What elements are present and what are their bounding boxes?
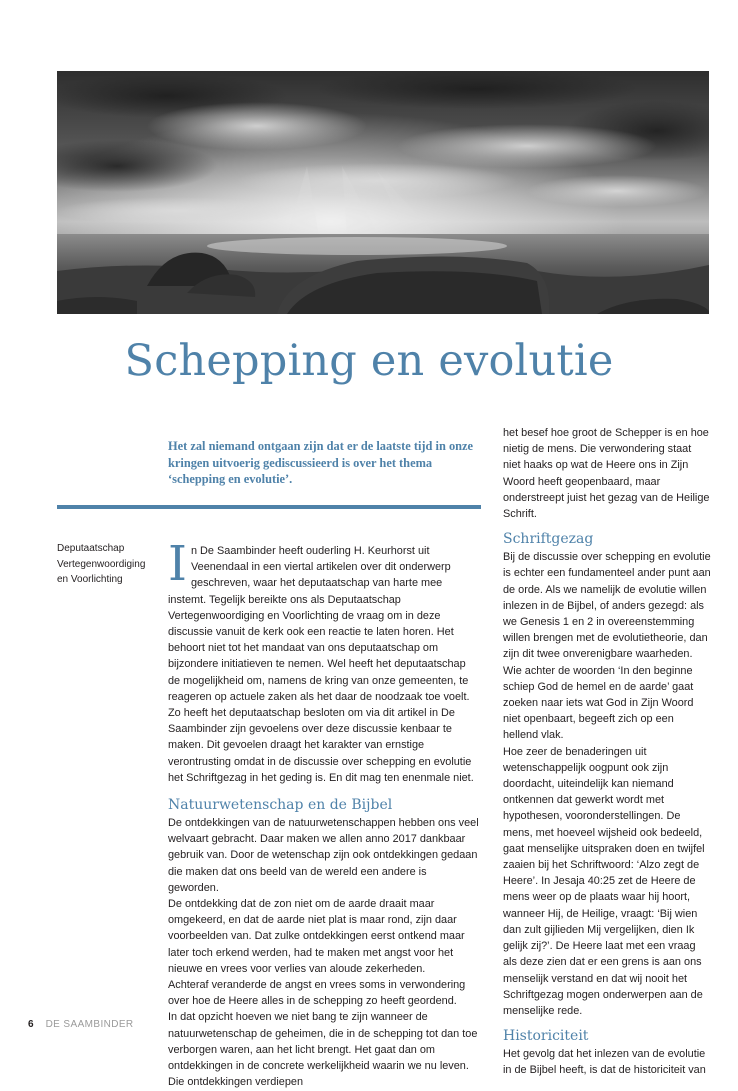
page-footer — [28, 1018, 134, 1032]
hero-photo-sea-clouds — [57, 71, 709, 314]
section-heading-schriftgezag: Schriftgezag — [503, 531, 594, 548]
article-lede: Het zal niemand ontgaan zijn dat er de laatste tijd in onze kringen uitvoerig gediscussieerd is over het thema ‘schepping en evolutie’. — [168, 439, 474, 486]
article-title: Schepping en evolutie — [124, 336, 614, 386]
byline-line-2: Vertegenwoordiging — [57, 558, 146, 570]
lede-divider — [57, 505, 481, 509]
byline-line-3: en Voorlichting — [57, 574, 123, 585]
paragraph: De ontdekking dat de zon niet om de aarde draait maar omgekeerd, en dat de aarde niet plat is maar rond, zijn daar voorbeelden van. Dat zulke ontdekkingen eerst ontkend maar later toch erkend werden, had te maken met angst voor het nieuwe en vrees voor verlies van aloude zekerheden. — [168, 898, 465, 975]
drop-cap: I — [168, 536, 187, 592]
paragraph: De ontdekkingen van de natuurwetenschappen hebben ons veel welvaart gebracht. Daar maken we allen anno 2017 dankbaar gebruik van. Door de wetenschap zijn ook ontdekkingen gedaan die maken dat ons beeld van de wereld een andere is geworden. — [168, 817, 479, 894]
body-column-1 — [168, 536, 480, 1091]
magazine-name: DE SAAMBINDER — [45, 1019, 134, 1030]
body-column-2 — [503, 425, 711, 1079]
paragraph: het besef hoe groot de Schepper is en hoe nietig de mens. Die verwondering staat niet haaks op wat de Heere ons in Zijn Woord heeft geopenbaard, maar onderstreept juist het gezag van de Heilige Schrift. — [503, 427, 710, 521]
section-heading-historiciteit: Historiciteit — [503, 1028, 589, 1045]
paragraph: Achteraf veranderde de angst en vrees soms in verwondering over hoe de Heere alles in de schepping zo heeft geordend. — [168, 979, 466, 1008]
intro-text: n De Saambinder heeft ouderling H. Keurhorst uit Veenendaal in een viertal artikelen over dit onderwerp geschreven, waar het deputaatschap van harte mee instemt. Tegelijk bereikte ons als Deputaatschap Vertegenwoordiging en Voorlichting de vraag om in deze discussie vanuit de kerk ook een reactie te laten horen. Het behoort niet tot het mandaat van ons deputaatschap om bijzondere initiatieven te nemen. Wel heeft het deputaatschap de mogelijkheid om, namens de kring van onze gemeenten, te reageren op actuele zaken als het daar de noodzaak toe voelt. Zo heeft het deputaatschap besloten om via dit artikel in De Saambinder zijn gevoelens over deze discussie kenbaar te maken. Dit gevoelen draagt het karakter van ernstige verontrusting omdat in de discussie over schepping en evolutie het Schriftgezag in het geding is. En dit mag ten enenmale niet. — [168, 545, 474, 784]
section-heading-natuurwetenschap: Natuurwetenschap en de Bijbel — [168, 797, 393, 814]
page-number: 6 — [28, 1019, 34, 1030]
paragraph: Bij de discussie over schepping en evolutie is echter een fundamenteel ander punt aan de orde. Als we namelijk de evolutie willen inlezen in de Bijbel, of anders gezegd: als we Genesis 1 en 2 in overeenstemming willen brengen met de evolutietheorie, dan zijn dit twee onverenigbare waarheden. Wie achter de woorden ‘In den beginne schiep God de hemel en de aarde’ gaat zoeken naar iets wat God in Zijn Woord niet openbaart, begeeft zich op een hellend vlak. — [503, 551, 711, 742]
paragraph: In dat opzicht hoeven we niet bang te zijn wanneer de natuurwetenschap de geheimen, die in de schepping tot dan toe verborgen waren, aan het licht brengt. Het gaat dan om ontdekkingen in de concrete werkelijkheid waarin we nu leven. Die ontdekkingen verdiepen — [168, 1011, 478, 1089]
byline-line-1: Deputaatschap — [57, 543, 125, 554]
paragraph: Het gevolg dat het inlezen van de evolutie in de Bijbel heeft, is dat de historiciteit van — [503, 1048, 706, 1077]
byline — [57, 541, 161, 588]
paragraph: Hoe zeer de benaderingen uit wetenschappelijk oogpunt ook zijn doordacht, uiteindelijk kan niemand ontkennen dat gewerkt wordt met hypothesen, vooronderstellingen. De mens, met hoeveel wijsheid ook bedeeld, gaat menselijke uitspraken doen en twijfel zaaien bij het Schriftwoord: ‘Alzo zegt de Heere’. In Jesaja 40:25 zet de Heere de mens weer op de plaats waar hij hoort, wanneer Hij, de Heilige, vraagt: ‘Bij wien dan zult gijlieden Mij vergelijken, dien Ik gelijk zij?’. De Heere laat met een vraag als deze zien dat er een grens is aan ons menselijk verstand en dat wij nooit het Schriftgezag mogen onderwerpen aan de menselijke rede. — [503, 745, 705, 1017]
intro-paragraph — [168, 536, 480, 786]
